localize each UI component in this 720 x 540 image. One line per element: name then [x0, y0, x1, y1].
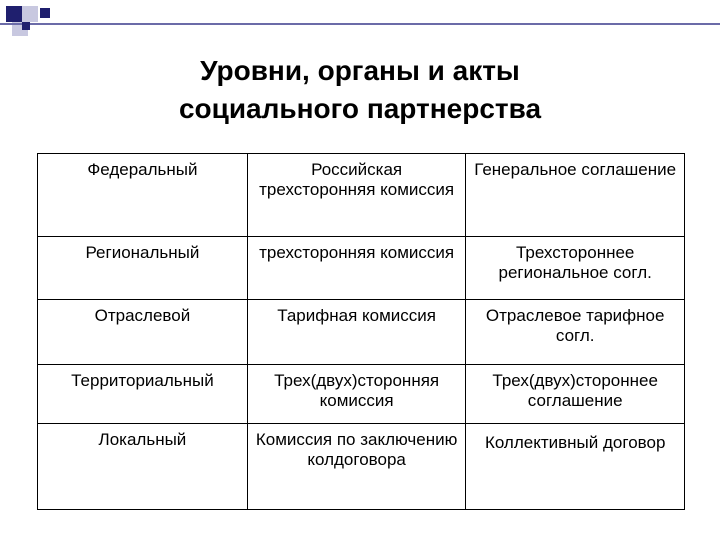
body-cell: трехсторонняя комиссия	[247, 237, 466, 300]
table-row	[38, 237, 685, 300]
decorative-squares	[0, 0, 720, 40]
deco-square-dark	[6, 6, 22, 22]
deco-square-tiny	[22, 22, 30, 30]
body-cell: Комиссия по заключению колдоговора	[247, 424, 466, 510]
act-cell: Генеральное соглашение	[466, 154, 685, 237]
table-row	[38, 154, 685, 237]
deco-square-light	[22, 6, 38, 22]
table-row	[38, 424, 685, 510]
act-cell: Отраслевое тарифное согл.	[466, 300, 685, 365]
deco-square-small	[40, 8, 50, 18]
level-cell: Территориальный	[38, 365, 248, 424]
level-cell: Отраслевой	[38, 300, 248, 365]
table-row	[38, 300, 685, 365]
act-cell: Трех(двух)стороннее соглашение	[466, 365, 685, 424]
slide-title-line1: Уровни, органы и акты	[200, 55, 520, 86]
body-cell: Российская трехсторонняя комиссия	[247, 154, 466, 237]
body-cell: Тарифная комиссия	[247, 300, 466, 365]
act-cell: Трехстороннее региональное согл.	[466, 237, 685, 300]
slide-title-line2: социального партнерства	[178, 93, 542, 124]
table-row	[38, 365, 685, 424]
deco-line	[0, 23, 720, 25]
partnership-table	[37, 153, 685, 510]
level-cell: Локальный	[38, 424, 248, 510]
body-cell: Трех(двух)сторонняя комиссия	[247, 365, 466, 424]
slide-title	[0, 52, 720, 128]
act-cell: Коллективный договор	[466, 424, 685, 510]
level-cell: Федеральный	[38, 154, 248, 237]
level-cell: Региональный	[38, 237, 248, 300]
